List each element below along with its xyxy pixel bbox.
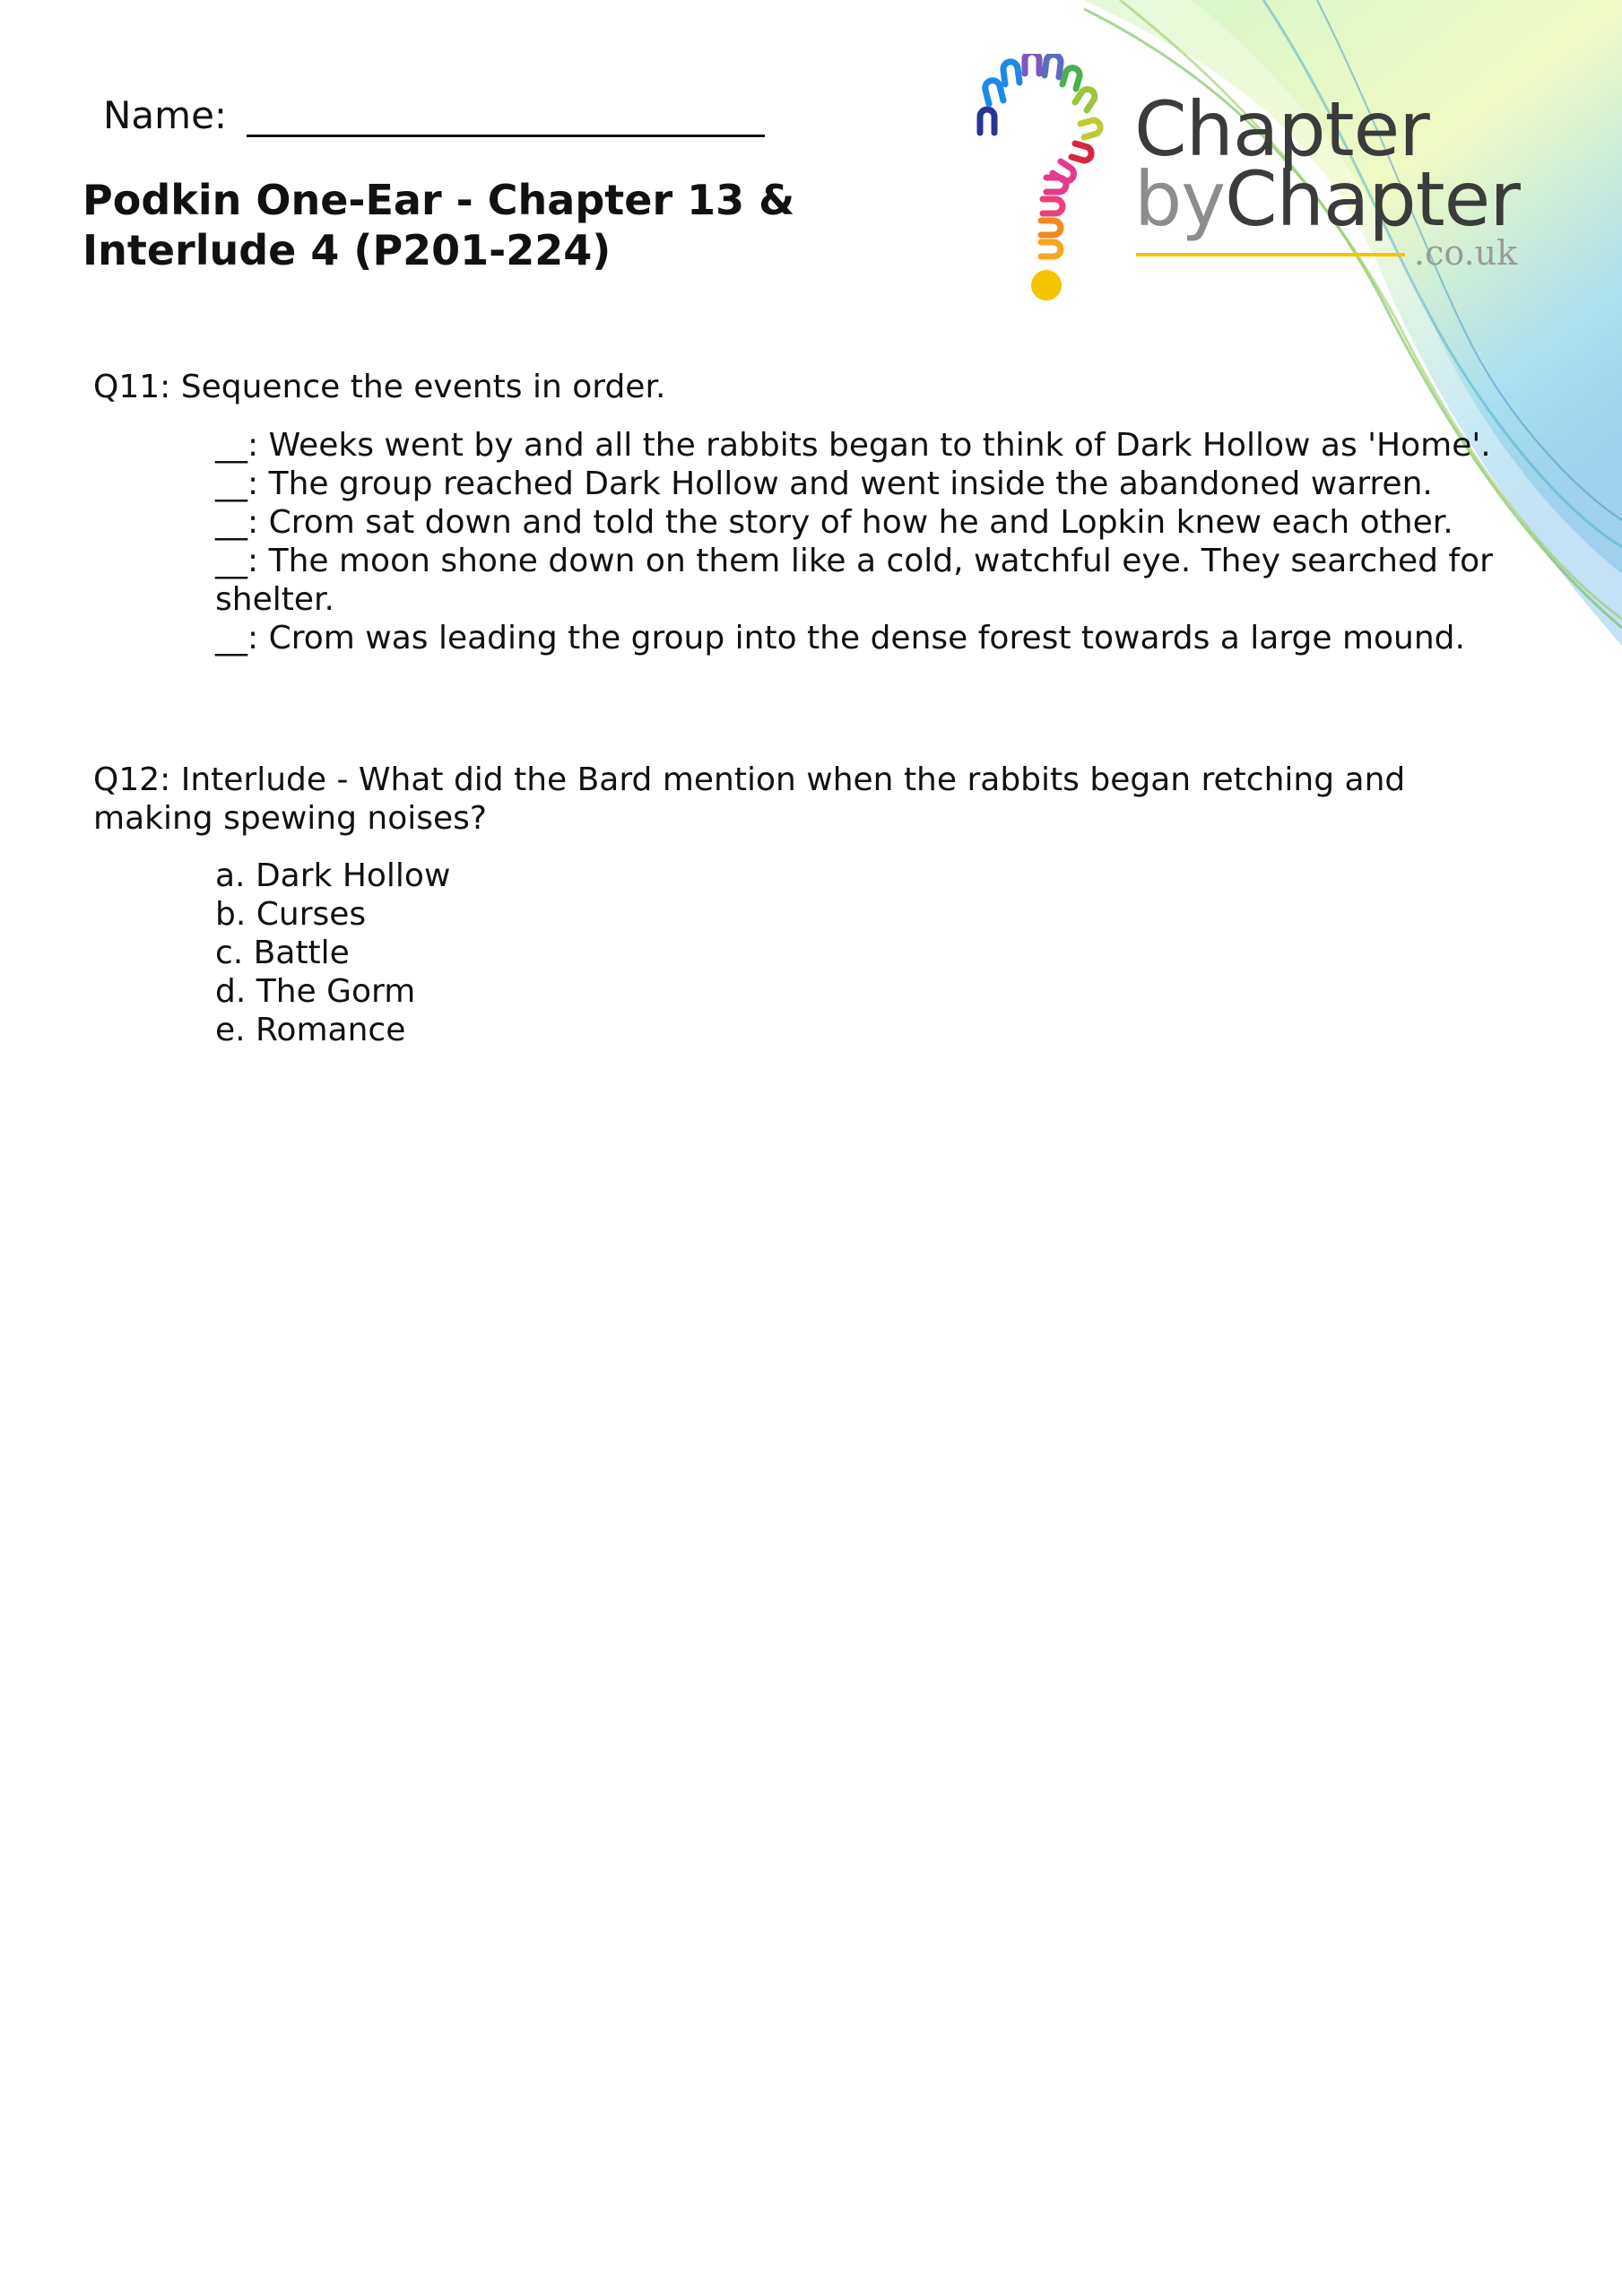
- question-mark-books-icon: [964, 54, 1134, 314]
- answer-option: c. Battle: [215, 935, 350, 971]
- worksheet-title: Podkin One-Ear - Chapter 13 & Interlude 4 (P201-224): [82, 176, 795, 274]
- question-12-options: [215, 857, 450, 1049]
- answer-option: e. Romance: [215, 1012, 406, 1048]
- question-11-prompt: Q11: Sequence the events in order.: [93, 369, 666, 405]
- logo-word-chapter: Chapter: [1134, 85, 1429, 173]
- event-item: __: Weeks went by and all the rabbits began to think of Dark Hollow as 'Home'.: [215, 427, 1491, 464]
- question-12-prompt: Q12: Interlude - What did the Bard mention when the rabbits began retching and making spewing noises?: [93, 761, 1406, 837]
- name-field-row: [103, 90, 765, 137]
- logo-word-by: by: [1134, 155, 1226, 243]
- event-item: __: Crom sat down and told the story of how he and Lopkin knew each other.: [215, 504, 1453, 541]
- event-item: __: The moon shone down on them like a cold, watchful eye. They searched for shelter.: [215, 543, 1493, 618]
- logo-word-bychapter: [1134, 155, 1520, 243]
- question-11-events: [215, 426, 1529, 657]
- answer-option: d. The Gorm: [215, 973, 416, 1010]
- event-item: __: Crom was leading the group into the dense forest towards a large mound.: [215, 620, 1465, 657]
- logo-word-chapter-2: Chapter: [1225, 155, 1520, 243]
- name-blank-line[interactable]: [247, 90, 765, 137]
- answer-option: a. Dark Hollow: [215, 857, 451, 894]
- logo-domain: .co.uk: [1414, 233, 1518, 273]
- logo-underline: [1136, 253, 1405, 257]
- event-item: __: The group reached Dark Hollow and went inside the abandoned warren.: [215, 465, 1433, 502]
- chapter-by-chapter-logo: [964, 54, 1538, 314]
- name-label: Name:: [103, 93, 228, 137]
- answer-option: b. Curses: [215, 896, 367, 933]
